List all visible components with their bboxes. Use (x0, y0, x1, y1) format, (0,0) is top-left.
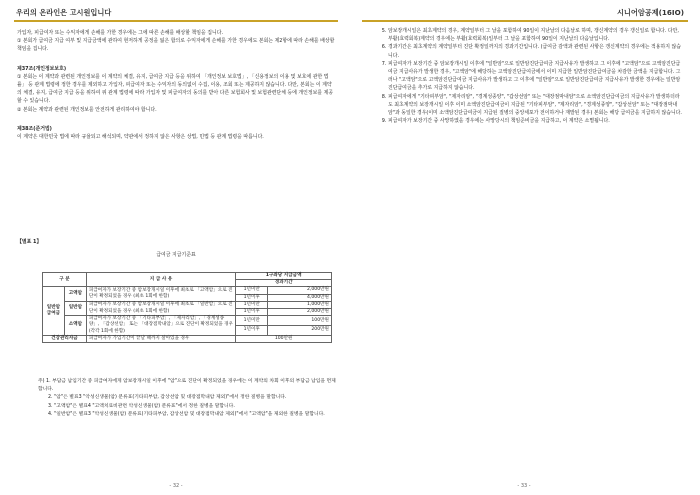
period-cell: 1년미만 (236, 316, 268, 326)
right-body-text (376, 27, 684, 125)
period-cell: 1년이후 (236, 326, 268, 336)
page-number-left: - 32 - (169, 483, 183, 489)
amount-cell: 1,000만원 (268, 301, 332, 308)
left-body-text (17, 29, 335, 141)
amount-cell: 2,000만원 (268, 309, 332, 316)
article-37-para-2: ② 본회는 계약과 관련된 개인정보를 안전하게 관리하여야 합니다. (17, 106, 157, 113)
amount-cell: 4,000만원 (268, 294, 332, 301)
row-general-cancer: 일반암 (64, 301, 86, 315)
header-reason: 지 급 사 유 (86, 273, 235, 287)
health-fund-amount: 100만원 (236, 335, 332, 342)
note-4: 4. "일반암"은 별표3 "악성신생물(암) 분류표(기타피부암, 갑상선암 및 대장점막내암 제외)"에서 "고액암"을 제외한 질병을 말합니다. (48, 411, 325, 417)
header-amount: 1구좌당 지급금액 (236, 273, 332, 280)
amount-cell: 2,000만원 (268, 287, 332, 294)
period-cell: 1년이후 (236, 309, 268, 316)
note-item-5: 5. 암보장개시일은 최초계약의 경우, 계약일부터 그 날을 포함하여 90일이 지난날의 다음날로 하며, 갱신계약의 경우 갱신일로 합니다. 다만, 부활(효력회복)계약의 경우에는 부활(효력회복)일부터 그 날을 포함하여 90일이 지난날의 다음날입니다. (388, 27, 684, 43)
amount-cell: 100만원 (268, 316, 332, 326)
intro-line-1: 가입자, 피급여자 또는 수익자에게 손해를 가한 경우에는 그에 따른 손해를 배상할 책임을 집니다. (17, 30, 224, 36)
note-3: 3. "고액암"은 별표4 "고액치료비관련 악성신생물(암) 분류표"에서 정한 질병을 말합니다. (48, 403, 235, 409)
article-38-para: 이 계약은 대한민국 법에 따라 규율되고 해석되며, 약관에서 정하지 않은 사항은 상법, 민법 등 관계 법령을 따릅니다. (17, 134, 264, 141)
notes-list (376, 27, 684, 125)
header-category: 구 분 (43, 273, 87, 287)
article-38-title: 제38조(준거법) (17, 125, 52, 132)
header-rule (14, 20, 338, 22)
header-period: 경과기간 (236, 280, 332, 287)
intro-line-2: ① 본회가 급여금 지급 여부 및 지급금액에 관하여 현저하게 공정을 잃은 합의로 수익자에게 손해를 가한 경우에도 본회는 제2항에 따라 손해를 배상할 책임을 집니다. (17, 38, 335, 53)
group-cancer-label: 일반암 급여금 (43, 287, 65, 335)
table-notes (38, 378, 336, 419)
table-title: 급여금 지급기준표 (156, 252, 196, 258)
appendix-label: 【별표 1】 (17, 239, 42, 245)
row-high-cost-cancer: 고액암 (64, 287, 86, 301)
row-health-fund: 건강관리자금 (43, 335, 87, 342)
note-1: 주) 1. 부담금 납입기간 중 피급여자에게 암보장개시일 이후에 "암"으로 진단이 확정되었을 경우에는 이 계약의 차회 이후의 부담금 납입을 면제합니다. (38, 379, 336, 393)
note-2: 2. "암"은 별표3 "악성신생물(암) 분류표(기타피부암, 갑상선암 및 대장점막내암 제외)"에서 정한 질병을 말합니다. (48, 395, 287, 401)
period-cell: 1년미만 (236, 301, 268, 308)
row-minor-cancer: 소액암 (64, 316, 86, 336)
note-item-7: 7. 피급여자가 보장기간 중 암보장개시일 이후에 "일반암"으로 일반암진단급여금 지급사유가 발생하고 그 이후에 "고액암"으로 고액암진단급여금 지급사유가 발생한 경우, "고액암"에 해당하는 고액암진단급여금에서 이미 지급한 일반암진단급여금을 차감한 금액을 지급합니다. 그러나 "고액암"으로 고액암진단급여금 지급사유가 발생하고 그 이후에 "일반암"으로 일반암진단급여금 지급사유가 발생한 경우에는 일반암진단급여금을 추가로 지급하지 않습니다. (388, 60, 684, 93)
amount-cell: 200만원 (268, 326, 332, 336)
header-right-title: 시니어암공제(16IO) (616, 8, 684, 17)
note-item-8: 8. 피급여자에게 "기타피부암", "제자리암", "경계성종양", "갑상선암" 또는 "대장점막내암"으로 소액암진단급여금의 지급사유가 발생하더라도 최초계약의 보장개시일 이후 이미 소액암진단급여금이 지급된 "기타피부암", "제자리암", "경계성종양", "갑상선암" 또는 "대장점막내암"과 동일한 경우(이미 소액암진단급여금이 지급된 질병의 중앙세포가 전이하거나 재발된 경우) 본회는 해당 급여금을 지급하지 않습니다. (388, 93, 684, 118)
note-item-9: 9. 피급여자가 보장기간 중 사망하였을 경우에는 사망당시의 책임준비금을 지급하고, 이 계약은 소멸됩니다. (388, 117, 684, 125)
period-cell: 1년이후 (236, 294, 268, 301)
article-37-para-1: ① 본회는 이 계약과 관련된 개인정보를 이 계약의 체결, 유지, 급여금 지급 등을 위하여 「개인정보 보호법」, 「신용정보의 이용 및 보호에 관한 법률」 등 관계 법령에 정한 경우를 제외하고 가입자, 피급여자 또는 수익자의 동의없이 수집, 이용, 조회 또는 제공하지 않습니다. 다만, 본회는 이 계약의 체결, 유지, 급여금 지급 등을 위하여 위 관계 법령에 따라 가입자 및 피급여자의 동의를 받아 다른 보험회사 및 보험관련단체 등에 개인정보를 제공할 수 있습니다. (17, 73, 334, 105)
header-rule (362, 20, 688, 22)
benefit-table (42, 272, 332, 343)
header-left-title: 우리의 온라인은 고시원입니다 (16, 8, 112, 17)
article-37-title: 제37조(개인정보보호) (17, 65, 67, 72)
period-cell: 1년미만 (236, 287, 268, 294)
row-health-fund-desc: 피급여자가 가입기간이 끝날 때까지 살아있을 경우 (86, 335, 235, 342)
right-page (350, 0, 700, 495)
note-item-6: 6. 경과기간은 최초계약의 계약일부터 진단 확정일까지의 경과기간입니다. (급여금 감액과 관련된 사항은 갱신계약의 경우에는 적용하지 않습니다. (388, 43, 684, 59)
row-general-cancer-desc: 피급여자가 보장기간 중 암보장개시일 이후에 최초로 「일반암」으로 진단이 확정되었을 경우 (최초 1회에 한함) (86, 301, 235, 315)
row-minor-cancer-desc: 피급여자가 보장기간 중 「기타피부암」, 「제자리암」, 「경계성종양」, 「갑상선암」 또는 「대장점막내암」으로 진단이 확정되었을 경우 (각각 1회에 한함) (86, 316, 235, 336)
page-number-right: - 33 - (517, 483, 531, 489)
row-high-cost-cancer-desc: 피급여자가 보장기간 중 암보장개시일 이후에 최초로 「고액암」으로 진단이 확정되었을 경우 (최초 1회에 한함) (86, 287, 235, 301)
